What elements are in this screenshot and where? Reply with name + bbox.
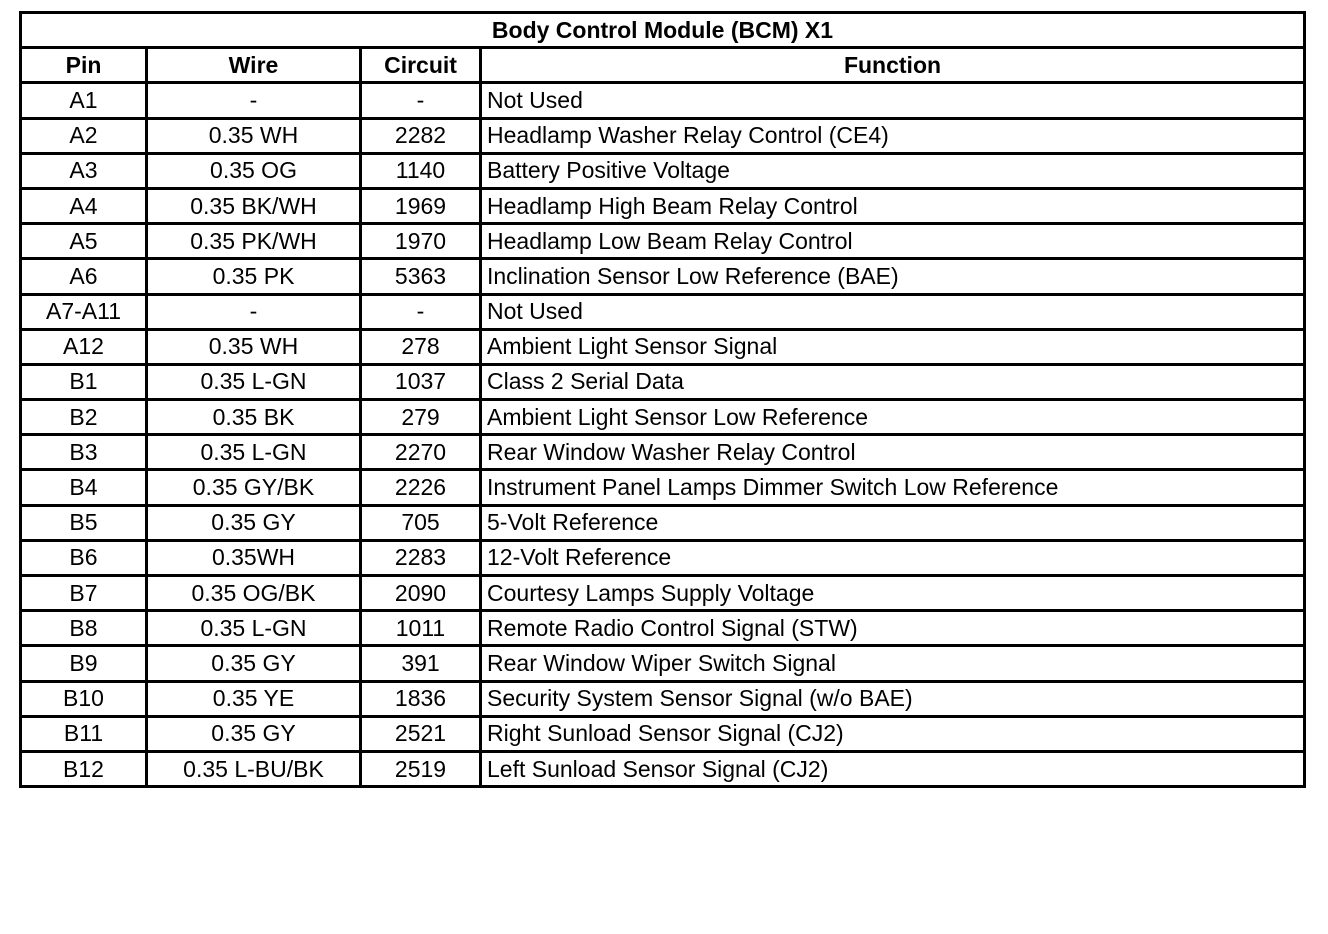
wire-cell: 0.35 PK: [147, 259, 361, 294]
wire-cell: 0.35 GY/BK: [147, 470, 361, 505]
circuit-cell: 2270: [361, 435, 481, 470]
pin-cell: A6: [21, 259, 147, 294]
wire-cell: 0.35 BK/WH: [147, 188, 361, 223]
table-row: [21, 83, 1305, 118]
wire-cell: 0.35 GY: [147, 716, 361, 751]
circuit-cell: 2282: [361, 118, 481, 153]
wire-cell: 0.35 GY: [147, 646, 361, 681]
circuit-cell: 1037: [361, 364, 481, 399]
circuit-cell: 1970: [361, 224, 481, 259]
circuit-cell: 5363: [361, 259, 481, 294]
pin-cell: B1: [21, 364, 147, 399]
wire-cell: 0.35WH: [147, 540, 361, 575]
column-header-pin: Pin: [21, 48, 147, 83]
wire-cell: 0.35 YE: [147, 681, 361, 716]
pin-cell: B2: [21, 400, 147, 435]
function-cell: Class 2 Serial Data: [481, 364, 1305, 399]
pin-cell: B3: [21, 435, 147, 470]
pin-cell: B11: [21, 716, 147, 751]
wire-cell: -: [147, 83, 361, 118]
wire-cell: -: [147, 294, 361, 329]
table-row: [21, 505, 1305, 540]
circuit-cell: 1140: [361, 153, 481, 188]
pin-cell: B6: [21, 540, 147, 575]
function-cell: Ambient Light Sensor Low Reference: [481, 400, 1305, 435]
pin-cell: A3: [21, 153, 147, 188]
table-body: [21, 83, 1305, 787]
table-row: [21, 294, 1305, 329]
pin-cell: A4: [21, 188, 147, 223]
pin-cell: B10: [21, 681, 147, 716]
pin-cell: B5: [21, 505, 147, 540]
pin-cell: A2: [21, 118, 147, 153]
table-row: [21, 470, 1305, 505]
wire-cell: 0.35 L-GN: [147, 435, 361, 470]
table-row: [21, 188, 1305, 223]
circuit-cell: 705: [361, 505, 481, 540]
column-header-circuit: Circuit: [361, 48, 481, 83]
wire-cell: 0.35 WH: [147, 329, 361, 364]
wire-cell: 0.35 L-GN: [147, 364, 361, 399]
circuit-cell: 1969: [361, 188, 481, 223]
function-cell: Headlamp High Beam Relay Control: [481, 188, 1305, 223]
circuit-cell: 1011: [361, 611, 481, 646]
column-header-function: Function: [481, 48, 1305, 83]
pin-cell: B4: [21, 470, 147, 505]
circuit-cell: -: [361, 294, 481, 329]
table-row: [21, 118, 1305, 153]
circuit-cell: 2090: [361, 576, 481, 611]
table-row: [21, 259, 1305, 294]
table-row: [21, 400, 1305, 435]
function-cell: Not Used: [481, 83, 1305, 118]
column-header-wire: Wire: [147, 48, 361, 83]
wire-cell: 0.35 OG: [147, 153, 361, 188]
wire-cell: 0.35 GY: [147, 505, 361, 540]
table-row: [21, 576, 1305, 611]
function-cell: Security System Sensor Signal (w/o BAE): [481, 681, 1305, 716]
function-cell: Rear Window Washer Relay Control: [481, 435, 1305, 470]
pin-cell: B7: [21, 576, 147, 611]
circuit-cell: 279: [361, 400, 481, 435]
table-row: [21, 646, 1305, 681]
connector-pinout-table: [19, 11, 1306, 788]
circuit-cell: 1836: [361, 681, 481, 716]
circuit-cell: 2519: [361, 751, 481, 786]
table-row: [21, 153, 1305, 188]
circuit-cell: -: [361, 83, 481, 118]
wire-cell: 0.35 OG/BK: [147, 576, 361, 611]
function-cell: Right Sunload Sensor Signal (CJ2): [481, 716, 1305, 751]
function-cell: Left Sunload Sensor Signal (CJ2): [481, 751, 1305, 786]
table-row: [21, 681, 1305, 716]
function-cell: Remote Radio Control Signal (STW): [481, 611, 1305, 646]
circuit-cell: 2283: [361, 540, 481, 575]
function-cell: Battery Positive Voltage: [481, 153, 1305, 188]
circuit-cell: 2521: [361, 716, 481, 751]
wire-cell: 0.35 L-GN: [147, 611, 361, 646]
circuit-cell: 391: [361, 646, 481, 681]
wire-cell: 0.35 BK: [147, 400, 361, 435]
wire-cell: 0.35 L-BU/BK: [147, 751, 361, 786]
function-cell: 12-Volt Reference: [481, 540, 1305, 575]
table-row: [21, 329, 1305, 364]
pin-cell: A5: [21, 224, 147, 259]
function-cell: Rear Window Wiper Switch Signal: [481, 646, 1305, 681]
function-cell: Headlamp Washer Relay Control (CE4): [481, 118, 1305, 153]
pin-cell: A1: [21, 83, 147, 118]
function-cell: Inclination Sensor Low Reference (BAE): [481, 259, 1305, 294]
pin-cell: B8: [21, 611, 147, 646]
wire-cell: 0.35 WH: [147, 118, 361, 153]
pin-cell: A12: [21, 329, 147, 364]
wire-cell: 0.35 PK/WH: [147, 224, 361, 259]
pin-cell: B12: [21, 751, 147, 786]
pin-cell: B9: [21, 646, 147, 681]
circuit-cell: 278: [361, 329, 481, 364]
table-title-row: [21, 13, 1305, 48]
pin-cell: A7-A11: [21, 294, 147, 329]
table-row: [21, 611, 1305, 646]
table-row: [21, 716, 1305, 751]
table-row: [21, 540, 1305, 575]
table-header-row: [21, 48, 1305, 83]
circuit-cell: 2226: [361, 470, 481, 505]
function-cell: 5-Volt Reference: [481, 505, 1305, 540]
table-row: [21, 224, 1305, 259]
function-cell: Ambient Light Sensor Signal: [481, 329, 1305, 364]
table-row: [21, 435, 1305, 470]
table-row: [21, 751, 1305, 786]
function-cell: Headlamp Low Beam Relay Control: [481, 224, 1305, 259]
function-cell: Courtesy Lamps Supply Voltage: [481, 576, 1305, 611]
function-cell: Not Used: [481, 294, 1305, 329]
table-title: Body Control Module (BCM) X1: [21, 13, 1305, 48]
function-cell: Instrument Panel Lamps Dimmer Switch Low Reference: [481, 470, 1305, 505]
table-row: [21, 364, 1305, 399]
